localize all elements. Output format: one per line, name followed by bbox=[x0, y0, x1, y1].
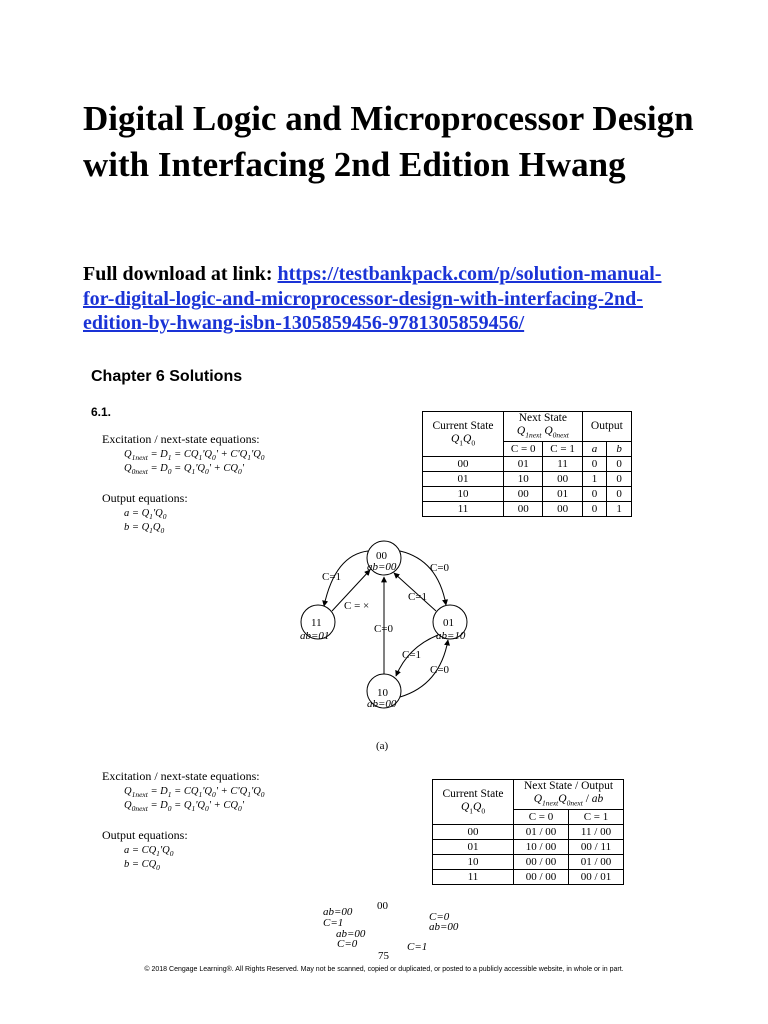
fragment-ab-1: ab=00 bbox=[323, 906, 353, 918]
col-current-b: Current State $Q_1Q_0$ bbox=[433, 780, 514, 825]
state-diagram-a bbox=[280, 535, 500, 735]
state-label-00: 00 bbox=[376, 550, 387, 562]
table-row: 01 10 00 1 0 bbox=[423, 472, 632, 487]
download-label: Full download at link: bbox=[83, 263, 278, 285]
table-row: 10 00 / 00 01 / 00 bbox=[433, 855, 624, 870]
equation-q0next-b: $Q_{0next} = D_0 = Q_1'Q_0' + CQ_0'$ bbox=[124, 800, 244, 814]
state-table-a bbox=[422, 411, 632, 517]
download-line bbox=[83, 262, 683, 336]
col-current-a: Current State $Q_1Q_0$ bbox=[423, 412, 504, 457]
equation-a-b: $a = CQ_1'Q_0$ bbox=[124, 845, 174, 859]
table-row: 00 01 / 00 11 / 00 bbox=[433, 825, 624, 840]
sub-c0-b: C = 0 bbox=[514, 810, 569, 825]
equation-b-b: $b = CQ_0$ bbox=[124, 859, 160, 873]
output-heading-b: Output equations: bbox=[102, 828, 188, 842]
sub-c1-b: C = 1 bbox=[569, 810, 624, 825]
edge-label-01-10: C=1 bbox=[402, 649, 422, 661]
table-row: 10 00 01 0 0 bbox=[423, 487, 632, 502]
state-label-b-00: 00 bbox=[377, 900, 388, 912]
problem-number: 6.1. bbox=[91, 405, 112, 419]
equation-q1next-b: $Q_{1next} = D_1 = CQ_1'Q_0' + C'Q_1'Q_0$ bbox=[124, 786, 265, 800]
output-label-11: ab=01 bbox=[300, 630, 330, 642]
output-heading-a: Output equations: bbox=[102, 491, 188, 505]
edge-label-10-00: C=0 bbox=[374, 623, 394, 635]
sub-b-a: b bbox=[607, 442, 632, 457]
table-row: 11 00 / 00 00 / 01 bbox=[433, 870, 624, 885]
fragment-c1-a: C=1 bbox=[323, 917, 344, 929]
sub-c0-a: C = 0 bbox=[504, 442, 543, 457]
col-next-b: Next State / Output $Q_{1next}Q_{0next}$ / ab bbox=[514, 780, 624, 810]
output-label-00: ab=00 bbox=[367, 561, 397, 573]
equation-b-a: $b = Q_1Q_0$ bbox=[124, 522, 165, 536]
fragment-ab-2: ab=00 bbox=[336, 928, 366, 940]
copyright-footer: © 2018 Cengage Learning®. All Rights Reserved. May not be scanned, copied or duplicated, or posted to a publicly accessible website, in whole or in part. bbox=[144, 966, 624, 973]
state-table-b bbox=[432, 779, 624, 885]
equation-q0next-a: $Q_{0next} = D_0 = Q_1'Q_0' + CQ_0'$ bbox=[124, 463, 244, 477]
edge-label-11-00: C = × bbox=[344, 600, 370, 612]
page-number: 75 bbox=[378, 950, 389, 962]
fragment-ab-3: ab=00 bbox=[429, 921, 459, 933]
edge-label-00-11: C=1 bbox=[322, 571, 342, 583]
edge-label-10-01: C=0 bbox=[430, 664, 450, 676]
fragment-c0-b: C=0 bbox=[429, 911, 450, 923]
fragment-c1-b: C=1 bbox=[407, 941, 428, 953]
excitation-heading-a: Excitation / next-state equations: bbox=[102, 432, 260, 446]
figure-caption-a: (a) bbox=[376, 740, 389, 752]
sub-a-a: a bbox=[582, 442, 607, 457]
table-row: 11 00 00 0 1 bbox=[423, 502, 632, 517]
output-label-01: ab=10 bbox=[436, 630, 466, 642]
download-link[interactable]: https://testbankpack.com/p/solution-manual-for-digital-logic-and-microprocessor-design-with-interfacing-2nd-edition-by-hwang-isbn-1305859456-9781305859456/ bbox=[83, 263, 662, 334]
state-diagram-b-fragment bbox=[310, 895, 480, 955]
sub-c1-a: C = 1 bbox=[543, 442, 582, 457]
state-label-11: 11 bbox=[311, 617, 322, 629]
table-row: 00 01 11 0 0 bbox=[423, 457, 632, 472]
equation-a-a: $a = Q_1'Q_0$ bbox=[124, 508, 167, 522]
state-label-01: 01 bbox=[443, 617, 454, 629]
table-row: 01 10 / 00 00 / 11 bbox=[433, 840, 624, 855]
fragment-c0-a: C=0 bbox=[337, 938, 358, 950]
document-title: Digital Logic and Microprocessor Design with Interfacing 2nd Edition Hwang bbox=[83, 99, 694, 184]
edge-label-01-00: C=1 bbox=[408, 591, 428, 603]
col-next-a: Next State $Q_{1next}$ $Q_{0next}$ bbox=[504, 412, 583, 442]
equation-q1next-a: $Q_{1next} = D_1 = CQ_1'Q_0' + C'Q_1'Q_0$ bbox=[124, 449, 265, 463]
output-label-10: ab=00 bbox=[367, 698, 397, 710]
excitation-heading-b: Excitation / next-state equations: bbox=[102, 769, 260, 783]
col-output-a: Output bbox=[582, 412, 631, 442]
chapter-heading: Chapter 6 Solutions bbox=[91, 368, 243, 385]
edge-label-00-01: C=0 bbox=[430, 562, 450, 574]
state-label-10: 10 bbox=[377, 687, 388, 699]
